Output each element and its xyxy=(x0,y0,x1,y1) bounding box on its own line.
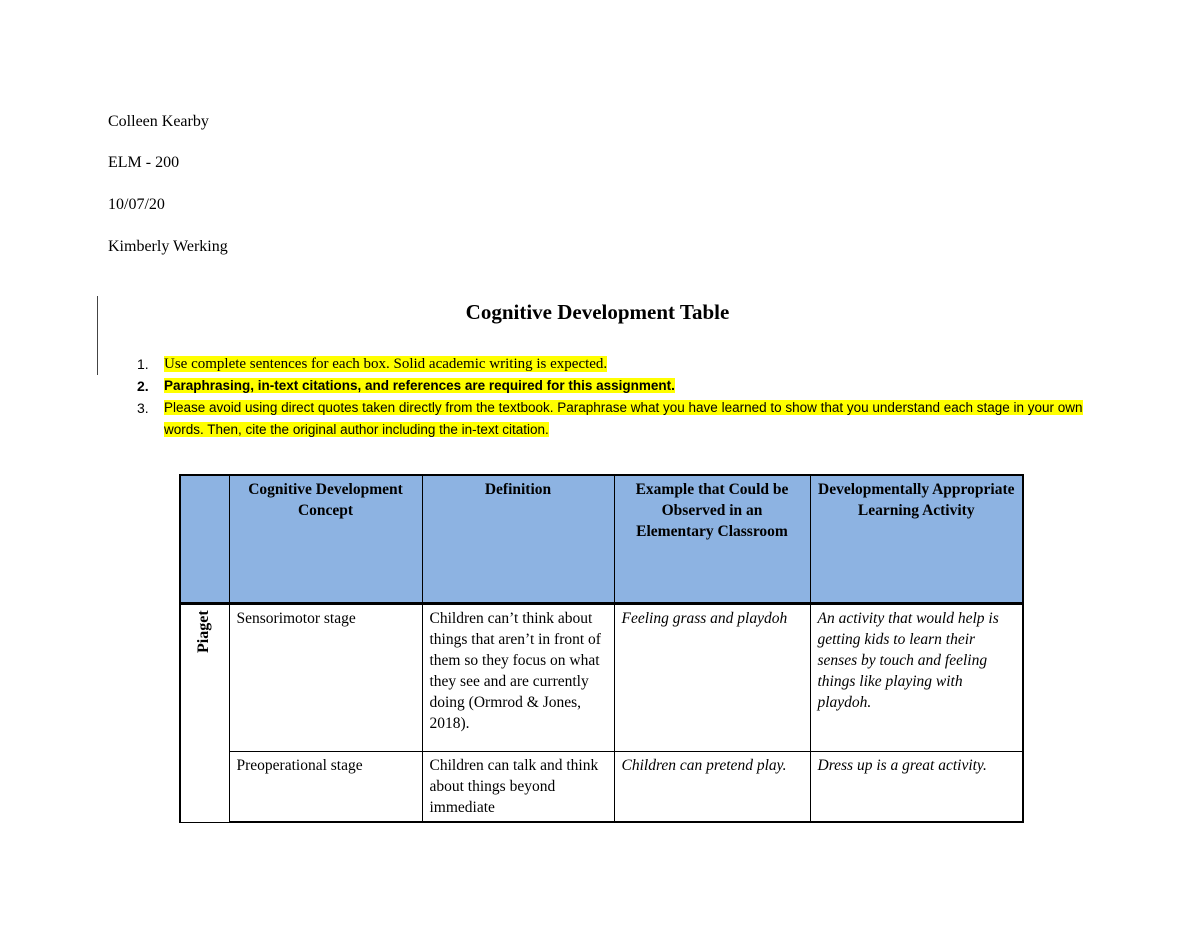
course-code: ELM - 200 xyxy=(108,154,180,171)
example-cell: Children can pretend play. xyxy=(614,752,810,823)
definition-cell: Children can’t think about things that aren’t in front of them so they focus on what they see and are currently doing (Ormrod & Jones, 2018). xyxy=(422,604,614,752)
document-title: Cognitive Development Table xyxy=(465,300,730,324)
activity-cell: An activity that would help is getting kids to learn their senses by touch and feeling things like playing with playdoh. xyxy=(810,604,1023,752)
instructions-list xyxy=(137,353,1097,441)
definition-cell: Children can talk and think about things beyond immediate xyxy=(422,752,614,823)
header-theorist xyxy=(180,475,229,604)
instruction-number: 3. xyxy=(137,400,149,416)
concept-cell: Sensorimotor stage xyxy=(229,604,422,752)
instructor-name: Kimberly Werking xyxy=(108,238,228,255)
instruction-item xyxy=(137,375,1097,397)
example-cell: Feeling grass and playdoh xyxy=(614,604,810,752)
theorist-label: Piaget xyxy=(195,610,212,653)
header-activity: Developmentally Appropriate Learning Activity xyxy=(810,475,1023,604)
instruction-number: 2. xyxy=(137,378,149,394)
header-definition: Definition xyxy=(422,475,614,604)
instruction-item xyxy=(137,397,1097,441)
instruction-text: Use complete sentences for each box. Solid academic writing is expected. xyxy=(164,356,608,372)
instruction-number: 1. xyxy=(137,356,149,372)
table-row xyxy=(180,604,1023,752)
author-name: Colleen Kearby xyxy=(108,113,209,130)
table-header-row xyxy=(180,475,1023,604)
instruction-text: Paraphrasing, in-text citations, and references are required for this assignment. xyxy=(164,378,675,393)
theorist-cell xyxy=(180,604,229,823)
header-example: Example that Could be Observed in an Elementary Classroom xyxy=(614,475,810,604)
instruction-item xyxy=(137,353,1097,375)
concept-cell: Preoperational stage xyxy=(229,752,422,823)
cognitive-development-table xyxy=(179,474,1024,823)
table-row xyxy=(180,752,1023,823)
activity-cell: Dress up is a great activity. xyxy=(810,752,1023,823)
header-concept: Cognitive Development Concept xyxy=(229,475,422,604)
instruction-text: Please avoid using direct quotes taken directly from the textbook. Paraphrase what you have learned to show that you understand each stage in your own words. Then, cite the original author including the in-text citation. xyxy=(164,400,1083,437)
document-date: 10/07/20 xyxy=(108,196,165,213)
